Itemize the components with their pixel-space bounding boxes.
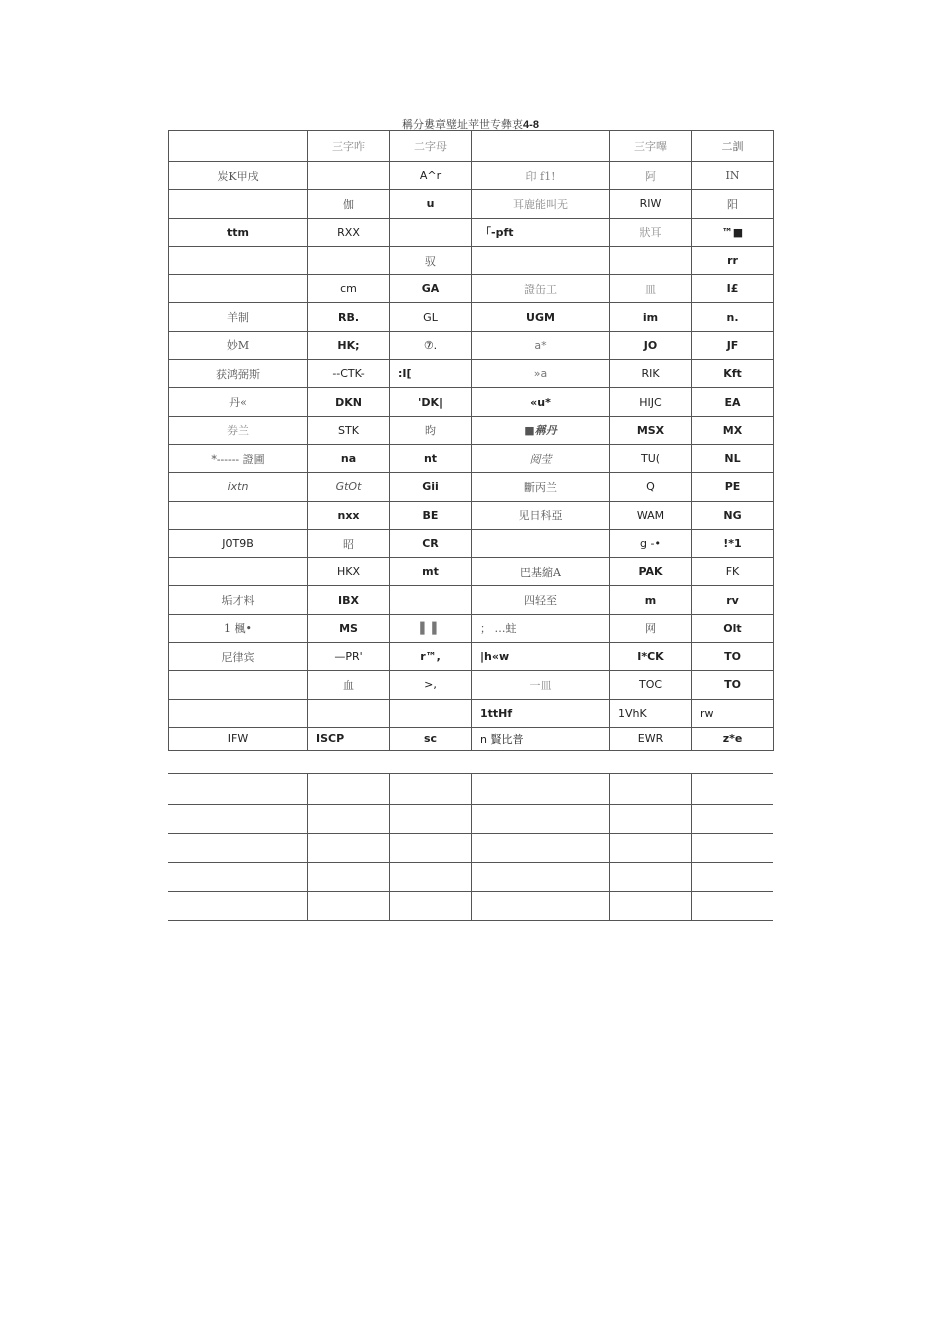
table-cell	[169, 699, 308, 727]
blank-row	[168, 834, 773, 863]
table-cell: z*e	[692, 727, 774, 750]
table-cell: IBX	[308, 586, 390, 614]
table-cell: 1ttHf	[472, 699, 610, 727]
table-cell: 斷丙兰	[472, 473, 610, 501]
table-cell: rw	[692, 699, 774, 727]
table-cell: «u*	[472, 388, 610, 416]
table-cell: 垢才料	[169, 586, 308, 614]
table-row	[169, 416, 774, 444]
table-cell: ttm	[169, 218, 308, 246]
table-cell: ISCP	[308, 727, 390, 750]
table-cell: 血	[308, 671, 390, 699]
table-cell: g -•	[610, 529, 692, 557]
table-cell	[390, 586, 472, 614]
table-cell: I*CK	[610, 643, 692, 671]
table-cell: 皿	[610, 275, 692, 303]
table-cell	[472, 529, 610, 557]
table-cell: mt	[390, 558, 472, 586]
blank-cell	[168, 774, 307, 805]
table-cell	[308, 246, 390, 274]
blank-cell	[471, 834, 609, 863]
table-cell: WAM	[610, 501, 692, 529]
table-cell	[308, 162, 390, 190]
table-cell: rv	[692, 586, 774, 614]
blank-cell	[168, 863, 307, 892]
table-cell: 妙M	[169, 331, 308, 359]
table-cell: 见日科亞	[472, 501, 610, 529]
table-cell: —PR'	[308, 643, 390, 671]
table-cell: HK;	[308, 331, 390, 359]
table-cell: MS	[308, 614, 390, 642]
blank-cell	[307, 774, 389, 805]
table-cell	[610, 246, 692, 274]
table-row	[169, 529, 774, 557]
table-cell: 丹«	[169, 388, 308, 416]
table-cell: 昀	[390, 416, 472, 444]
table-cell: |h«w	[472, 643, 610, 671]
table-cell: ixtn	[169, 473, 308, 501]
blank-row	[168, 774, 773, 805]
table-cell	[390, 218, 472, 246]
table-cell: 印 f1!	[472, 162, 610, 190]
table-row	[169, 643, 774, 671]
table-cell: RB.	[308, 303, 390, 331]
blank-cell	[609, 834, 691, 863]
blank-cell	[609, 805, 691, 834]
table-row	[169, 218, 774, 246]
blank-cell	[471, 774, 609, 805]
blank-row	[168, 805, 773, 834]
table-cell: --CTK-	[308, 360, 390, 388]
blank-cell	[168, 892, 307, 921]
table-cell: 炭K甲戌	[169, 162, 308, 190]
blank-cell	[307, 863, 389, 892]
table-cell: STK	[308, 416, 390, 444]
table-cell: u	[390, 190, 472, 218]
blank-cell	[389, 863, 471, 892]
table-cell: JO	[610, 331, 692, 359]
blank-cell	[168, 805, 307, 834]
table-cell: n.	[692, 303, 774, 331]
table-cell: !*1	[692, 529, 774, 557]
table-cell: 尼律宾	[169, 643, 308, 671]
table-cell	[169, 501, 308, 529]
table-cell: RIK	[610, 360, 692, 388]
table-row	[169, 444, 774, 472]
table-cell: UGM	[472, 303, 610, 331]
table-cell: PE	[692, 473, 774, 501]
blank-cell	[691, 805, 773, 834]
table-cell: TO	[692, 671, 774, 699]
blank-cell	[691, 863, 773, 892]
table-cell: EA	[692, 388, 774, 416]
table-cell: r™,	[390, 643, 472, 671]
blank-cell	[389, 805, 471, 834]
table-row	[169, 275, 774, 303]
table-cell: *------ 證圃	[169, 444, 308, 472]
blank-cell	[389, 774, 471, 805]
table-cell: nxx	[308, 501, 390, 529]
table-row	[169, 388, 774, 416]
table-cell: 1VhK	[610, 699, 692, 727]
table-cell: J0T9B	[169, 529, 308, 557]
table-cell	[169, 558, 308, 586]
table-cell: 获鸿弼斯	[169, 360, 308, 388]
table-cell: 1 楓•	[169, 614, 308, 642]
table-cell: 阿	[610, 162, 692, 190]
table-cell: GtOt	[308, 473, 390, 501]
table-cell: MX	[692, 416, 774, 444]
table-row	[169, 303, 774, 331]
table-cell: A^r	[390, 162, 472, 190]
table-cell	[169, 671, 308, 699]
table-cell: ▌ ▌	[390, 614, 472, 642]
table-row	[169, 671, 774, 699]
table-cell: Q	[610, 473, 692, 501]
table-row	[169, 162, 774, 190]
table-cell: DKN	[308, 388, 390, 416]
table-cell: 巴基縮A	[472, 558, 610, 586]
table-row	[169, 473, 774, 501]
table-cell: ■稱丹	[472, 416, 610, 444]
table-cell: 阳	[692, 190, 774, 218]
table-cell	[169, 246, 308, 274]
table-cell	[390, 699, 472, 727]
table-cell: NG	[692, 501, 774, 529]
table-cell: BE	[390, 501, 472, 529]
table-cell: n 賢比普	[472, 727, 610, 750]
table-cell: CR	[390, 529, 472, 557]
header-cell	[472, 131, 610, 162]
table-cell: :I[	[390, 360, 472, 388]
blank-cell	[609, 863, 691, 892]
blank-row	[168, 892, 773, 921]
blank-table	[168, 773, 773, 921]
table-cell: Olt	[692, 614, 774, 642]
table-cell: 四轻至	[472, 586, 610, 614]
blank-cell	[168, 834, 307, 863]
blank-cell	[609, 774, 691, 805]
code-table	[168, 130, 774, 751]
table-cell: IFW	[169, 727, 308, 750]
table-cell: GL	[390, 303, 472, 331]
table-cell: ； …蛀	[472, 614, 610, 642]
table-row	[169, 501, 774, 529]
table-row	[169, 246, 774, 274]
blank-cell	[307, 805, 389, 834]
table-header-row	[169, 131, 774, 162]
header-cell: 三字咋	[308, 131, 390, 162]
table-cell	[169, 190, 308, 218]
table-cell: 券兰	[169, 416, 308, 444]
header-cell: 二訓	[692, 131, 774, 162]
table-row	[169, 614, 774, 642]
table-cell: 网	[610, 614, 692, 642]
table-row	[169, 360, 774, 388]
table-cell: FK	[692, 558, 774, 586]
table-cell: a*	[472, 331, 610, 359]
table-cell: EWR	[610, 727, 692, 750]
table-cell: ™■	[692, 218, 774, 246]
table-cell: JF	[692, 331, 774, 359]
blank-cell	[471, 863, 609, 892]
table-cell: 羊制	[169, 303, 308, 331]
table-cell: m	[610, 586, 692, 614]
table-cell: 狀耳	[610, 218, 692, 246]
header-cell	[169, 131, 308, 162]
table-cell: 一皿	[472, 671, 610, 699]
table-cell: 證缶工	[472, 275, 610, 303]
table-cell	[308, 699, 390, 727]
blank-row	[168, 863, 773, 892]
caption-number: 4-8	[523, 119, 539, 131]
table-cell: MSX	[610, 416, 692, 444]
table-cell: cm	[308, 275, 390, 303]
table-cell: sc	[390, 727, 472, 750]
table-cell: 「-pft	[472, 218, 610, 246]
table-cell: 伽	[308, 190, 390, 218]
table-cell: HIJC	[610, 388, 692, 416]
table-row	[169, 190, 774, 218]
table-cell: GA	[390, 275, 472, 303]
blank-cell	[389, 834, 471, 863]
table-cell: HKX	[308, 558, 390, 586]
table-cell: Gii	[390, 473, 472, 501]
table-cell	[169, 275, 308, 303]
caption-text: 稱分婁章璧址苹世专彝衷	[402, 118, 524, 131]
table-cell: NL	[692, 444, 774, 472]
table-cell: PAK	[610, 558, 692, 586]
table-row	[169, 558, 774, 586]
blank-cell	[389, 892, 471, 921]
header-cell: 二字母	[390, 131, 472, 162]
table-cell: 阅莹	[472, 444, 610, 472]
table-cell: na	[308, 444, 390, 472]
blank-cell	[691, 834, 773, 863]
table-cell	[472, 246, 610, 274]
blank-cell	[471, 892, 609, 921]
blank-cell	[691, 892, 773, 921]
table-cell: RXX	[308, 218, 390, 246]
blank-cell	[307, 892, 389, 921]
table-cell: rr	[692, 246, 774, 274]
table-row	[169, 331, 774, 359]
table-cell: TOC	[610, 671, 692, 699]
table-cell: nt	[390, 444, 472, 472]
table-cell: TU(	[610, 444, 692, 472]
header-cell: 三字嗶	[610, 131, 692, 162]
table-row	[169, 699, 774, 727]
table-row	[169, 727, 774, 750]
table-cell: 耳鹿能叫无	[472, 190, 610, 218]
table-cell: 驭	[390, 246, 472, 274]
blank-cell	[609, 892, 691, 921]
table-cell: I£	[692, 275, 774, 303]
table-row	[169, 586, 774, 614]
table-cell: RIW	[610, 190, 692, 218]
table-cell: >,	[390, 671, 472, 699]
table-cell: 昭	[308, 529, 390, 557]
table-cell: ⑦.	[390, 331, 472, 359]
table-cell: im	[610, 303, 692, 331]
table-cell: »a	[472, 360, 610, 388]
blank-cell	[307, 834, 389, 863]
table-cell: IN	[692, 162, 774, 190]
blank-cell	[691, 774, 773, 805]
table-cell: 'DK|	[390, 388, 472, 416]
table-cell: Kft	[692, 360, 774, 388]
table-cell: TO	[692, 643, 774, 671]
blank-cell	[471, 805, 609, 834]
